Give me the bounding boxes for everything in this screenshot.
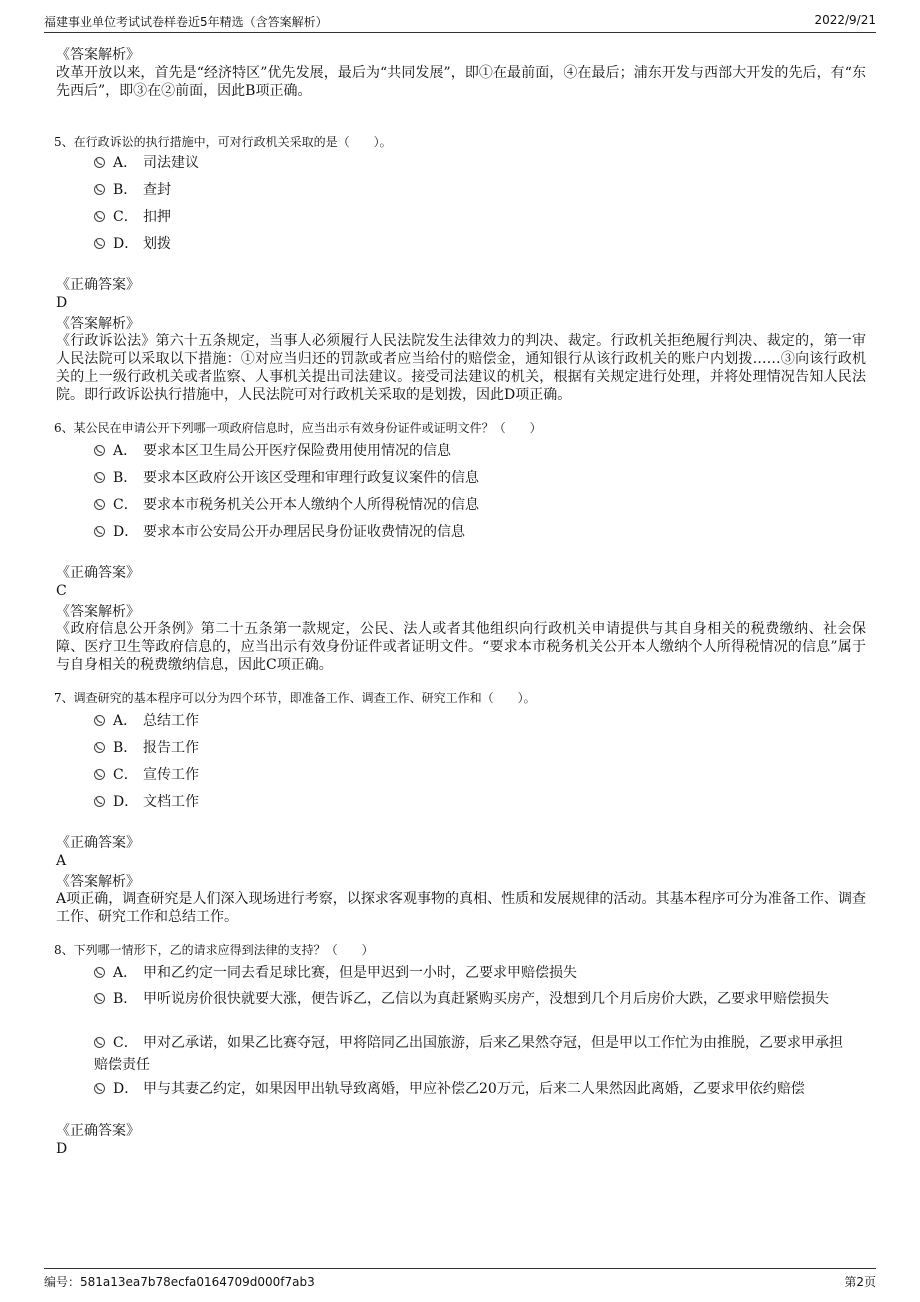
radio-icon[interactable]: [94, 499, 105, 510]
page-footer: [44, 1268, 876, 1289]
q7-option-a[interactable]: A． 总结工作: [94, 712, 199, 730]
q8-correct-label: 《正确答案》: [56, 1123, 140, 1139]
q7-stem: 7、调查研究的基本程序可以分为四个环节，即准备工作、调查工作、研究工作和（ ）。: [54, 691, 536, 705]
q7-analysis-label: 《答案解析》: [56, 874, 140, 890]
radio-icon[interactable]: [94, 238, 105, 249]
page-number: 第2页: [844, 1275, 876, 1289]
radio-icon[interactable]: [94, 1083, 105, 1094]
radio-icon[interactable]: [94, 769, 105, 780]
q6-answer: C: [56, 583, 67, 599]
radio-icon[interactable]: [94, 742, 105, 753]
q8-option-d[interactable]: D． 甲与其妻乙约定，如果因甲出轨导致离婚，甲应补偿乙20万元，后来二人果然因此离婚，乙要求甲依约赔偿: [94, 1080, 805, 1098]
q7-option-d[interactable]: D． 文档工作: [94, 793, 199, 811]
radio-icon[interactable]: [94, 445, 105, 456]
q8-answer: D: [56, 1141, 68, 1157]
radio-icon[interactable]: [94, 472, 105, 483]
page-header: [44, 10, 876, 33]
q7-answer: A: [56, 853, 67, 869]
q7-correct-label: 《正确答案》: [56, 835, 140, 851]
radio-icon[interactable]: [94, 211, 105, 222]
q5-option-c[interactable]: C． 扣押: [94, 208, 171, 226]
q5-option-b[interactable]: B． 查封: [94, 181, 171, 199]
q6-option-a[interactable]: A． 要求本区卫生局公开医疗保险费用使用情况的信息: [94, 442, 451, 460]
q7-analysis-text: A项正确，调查研究是人们深入现场进行考察，以探求客观事物的真相、性质和发展规律的活动。其基本程序可分为准备工作、调查工作、研究工作和总结工作。: [56, 891, 866, 925]
q4-analysis-label: 《答案解析》: [56, 47, 140, 63]
q6-analysis-label: 《答案解析》: [56, 604, 140, 620]
radio-icon[interactable]: [94, 993, 105, 1004]
q4-analysis-text: 改革开放以来，首先是“经济特区”优先发展，最后为“共同发展”，即①在最前面，④在最后；浦东开发与西部大开发的先后，有“东先西后”，即③在②前面，因此B项正确。: [56, 65, 866, 99]
q6-option-c[interactable]: C． 要求本市税务机关公开本人缴纳个人所得税情况的信息: [94, 496, 479, 514]
q5-correct-label: 《正确答案》: [56, 277, 140, 293]
q6-option-d[interactable]: D． 要求本市公安局公开办理居民身份证收费情况的信息: [94, 523, 465, 541]
radio-icon[interactable]: [94, 157, 105, 168]
radio-icon[interactable]: [94, 715, 105, 726]
q7-option-b[interactable]: B． 报告工作: [94, 739, 199, 757]
document-date: 2022/9/21: [814, 13, 876, 27]
q8-option-a[interactable]: A． 甲和乙约定一同去看足球比赛，但是甲迟到一小时，乙要求甲赔偿损失: [94, 964, 577, 982]
document-title: 福建事业单位考试试卷样卷近5年精选（含答案解析）: [44, 15, 328, 29]
radio-icon[interactable]: [94, 184, 105, 195]
q8-option-b[interactable]: B． 甲听说房价很快就要大涨，便告诉乙，乙信以为真赶紧购买房产，没想到几个月后房价大跌，乙要求甲赔偿损失: [94, 988, 854, 1010]
radio-icon[interactable]: [94, 967, 105, 978]
q7-option-c[interactable]: C． 宣传工作: [94, 766, 199, 784]
radio-icon[interactable]: [94, 796, 105, 807]
q8-option-c[interactable]: C． 甲对乙承诺，如果乙比赛夺冠，甲将陪同乙出国旅游，后来乙果然夺冠，但是甲以工作忙为由推脱，乙要求甲承担赔偿责任: [94, 1035, 843, 1073]
q5-option-a[interactable]: A． 司法建议: [94, 154, 199, 172]
q6-analysis-text: 《政府信息公开条例》第二十五条第一款规定，公民、法人或者其他组织向行政机关申请提供与其自身相关的税费缴纳、社会保障、医疗卫生等政府信息的，应当出示有效身份证件或者证明文件。“要求本市税务机关公开本人缴纳个人所得税情况的信息”属于与自身相关的税费缴纳信息，因此C项正确。: [56, 621, 866, 673]
q8-stem: 8、下列哪一情形下，乙的请求应得到法律的支持？（ ）: [54, 943, 374, 957]
radio-icon[interactable]: [94, 1037, 105, 1048]
q5-analysis-label: 《答案解析》: [56, 316, 140, 332]
q6-stem: 6、某公民在申请公开下列哪一项政府信息时，应当出示有效身份证件或证明文件？（ ）: [54, 421, 542, 435]
q5-analysis-text: 《行政诉讼法》第六十五条规定，当事人必须履行人民法院发生法律效力的判决、裁定。行政机关拒绝履行判决、裁定的，第一审人民法院可以采取以下措施：①对应当归还的罚款或者应当给付的赔偿金，通知银行从该行政机关的账户内划拨……③向该行政机关的上一级行政机关或者监察、人事机关提出司法建议。接受司法建议的机关，根据有关规定进行处理，并将处理情况告知人民法院。即行政诉讼执行措施中，人民法院可对行政机关采取的是划拨，因此D项正确。: [56, 333, 866, 403]
q6-option-b[interactable]: B． 要求本区政府公开该区受理和审理行政复议案件的信息: [94, 469, 479, 487]
q5-option-d[interactable]: D． 划拨: [94, 235, 171, 253]
q5-stem: 5、在行政诉讼的执行措施中，可对行政机关采取的是（ ）。: [54, 135, 392, 149]
document-code: 编号：581a13ea7b78ecfa0164709d000f7ab3: [44, 1275, 315, 1289]
q6-correct-label: 《正确答案》: [56, 565, 140, 581]
q5-answer: D: [56, 295, 68, 311]
radio-icon[interactable]: [94, 526, 105, 537]
